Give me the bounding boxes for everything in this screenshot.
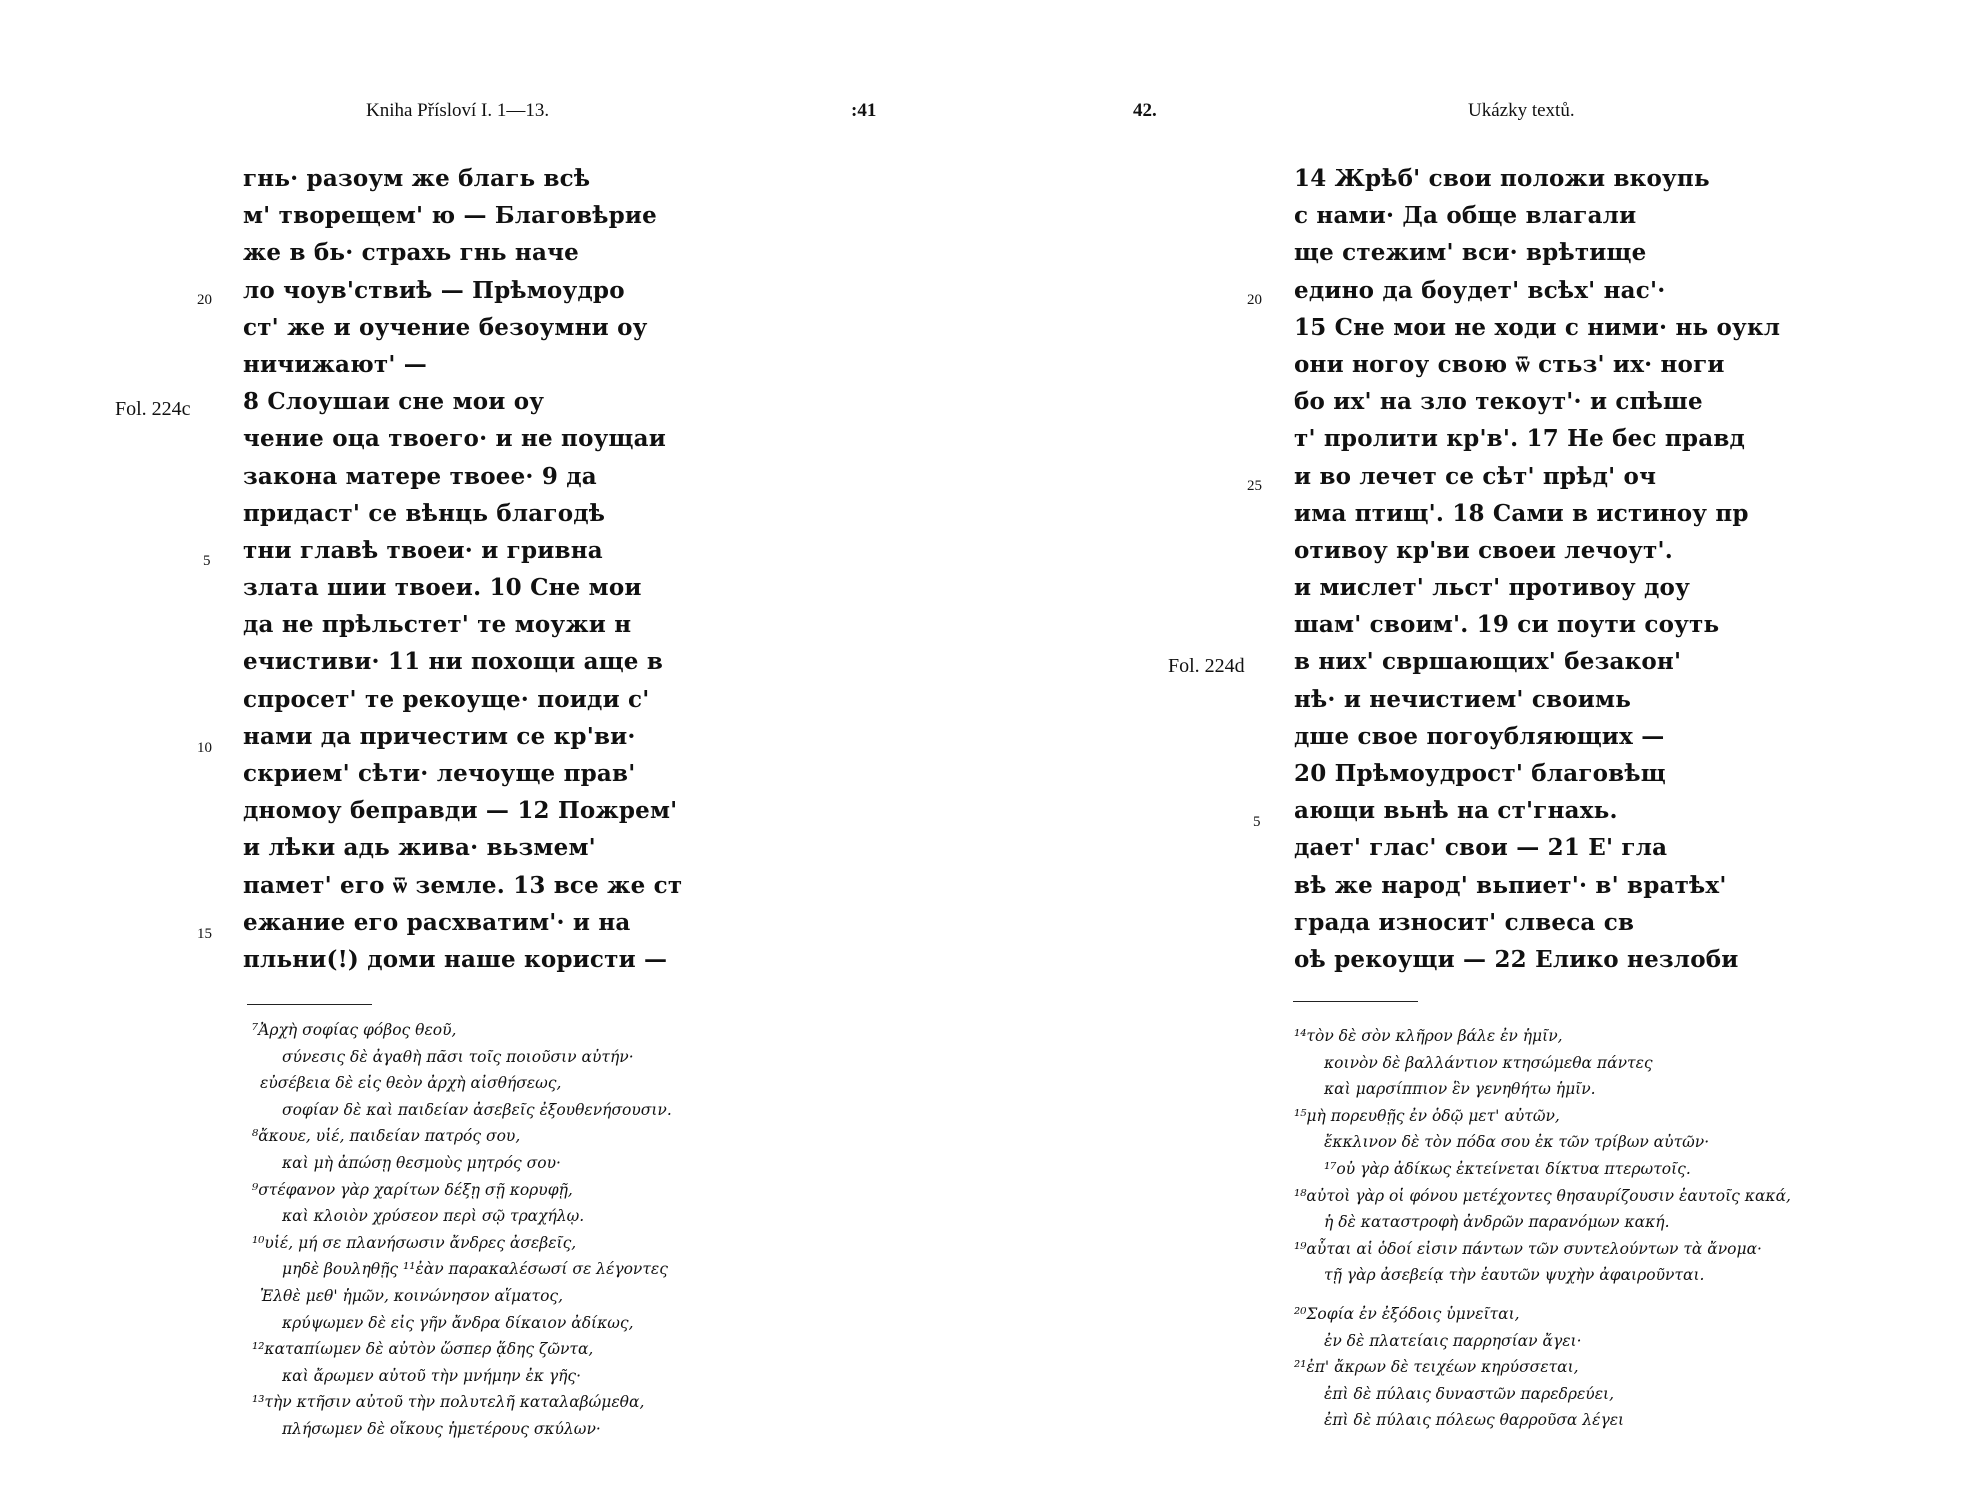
text-line: едино да боудет' всѣх' нас'·	[1294, 276, 1666, 304]
text-line: града износит' слвеса св	[1294, 908, 1635, 936]
greek-footnotes	[1294, 1023, 1791, 1434]
text-line: нами да причестим се кр'ви·	[243, 722, 636, 750]
folio-label: Fol. 224d	[1168, 655, 1245, 677]
line-number: 5	[203, 553, 211, 569]
footnote-line: κρύψωμεν δὲ εἰς γῆν ἄνδρα δίκαιον ἀδίκως,	[282, 1313, 634, 1332]
line-number: 5	[1253, 814, 1261, 830]
text-line: нѣ· и нечистием' своимь	[1294, 685, 1631, 713]
line-number: 15	[197, 926, 212, 942]
footnote-line: ¹³τὴν κτῆσιν αὐτοῦ τὴν πολυτελῆ καταλαβώμεθα,	[252, 1393, 645, 1412]
footnote-line: ²¹ἐπ' ἄκρων δὲ τειχέων κηρύσσεται,	[1294, 1358, 1579, 1377]
text-line: тни главѣ твоеи· и гривна	[243, 536, 603, 564]
text-line: же в бь· страхь гнь наче	[243, 239, 579, 267]
footnote-line: ἐπὶ δὲ πύλαις δυναστῶν παρεδρεύει,	[1324, 1384, 1615, 1403]
text-line: чение оца твоего· и не поущаи	[243, 425, 666, 453]
footnote-divider	[247, 1004, 372, 1005]
line-number: 20	[1247, 292, 1262, 308]
footnote-line: ἡ δὲ καταστροφὴ ἀνδρῶν παρανόμων κακή.	[1324, 1213, 1670, 1232]
church-slavonic-text	[243, 160, 682, 978]
text-line: дномоу беправди — 12 Пожрем'	[243, 797, 678, 825]
footnote-line: ¹⁹αὗται αἱ ὁδοί εἰσιν πάντων τῶν συντελούντων τὰ ἄνομα·	[1294, 1239, 1762, 1258]
footnote-line: ²⁰Σοφία ἐν ἐξόδοις ὑμνεῖται,	[1294, 1304, 1520, 1323]
text-line: скрием' сѣти· лечоуще прав'	[243, 760, 636, 787]
text-line: гнь· разоум же благь всѣ	[243, 165, 591, 192]
text-line: спросет' те рекоуще· поиди с'	[243, 685, 650, 713]
line-number: 10	[197, 740, 212, 756]
footnote-line: καὶ μαρσίππιον ἓν γενηθήτω ἡμῖν.	[1324, 1080, 1596, 1099]
text-line: шам' своим'. 19 си поути соуть	[1294, 611, 1720, 639]
text-line: вѣ же народ' вьпиет'· в' вратѣх'	[1294, 871, 1727, 899]
text-line: ежание его расхватим'· и на	[243, 908, 631, 936]
right-page-number: 42.	[1133, 100, 1157, 121]
footnote-line: ἔκκλινον δὲ τὸν πόδα σου ἐκ τῶν τρίβων αὐτῶν·	[1324, 1133, 1710, 1152]
text-line: закона матере твоее· 9 да	[243, 462, 597, 490]
text-line: ло чоув'ствиѣ — Прѣмоудро	[243, 276, 625, 304]
text-line: 15 Сне мои не ходи с ними· нь оукл	[1294, 313, 1781, 341]
footnote-line: ¹⁰υἱέ, μή σε πλανήσωσιν ἄνδρες ἀσεβεῖς,	[252, 1233, 577, 1252]
text-line: и лѣки адь жива· вьзмем'	[243, 834, 596, 862]
footnote-divider	[1293, 1001, 1418, 1002]
footnote-line: τῇ γὰρ ἀσεβείᾳ τὴν ἑαυτῶν ψυχὴν ἀφαιροῦνται.	[1324, 1266, 1705, 1285]
footnote-line: καὶ κλοιὸν χρύσεον περὶ σῷ τραχήλῳ.	[282, 1207, 585, 1226]
line-number: 20	[197, 292, 212, 308]
left-running-title: Kniha Přísloví I. 1—13.	[366, 100, 550, 121]
text-line: т' пролити кр'в'. 17 Не бес правд	[1294, 425, 1746, 453]
text-line: ничижают' —	[243, 350, 427, 378]
footnote-line: πλήσωμεν δὲ οἴκους ἡμετέρους σκύλων·	[282, 1419, 601, 1438]
text-line: они ногоу свою ѿ стьз' их· ноги	[1294, 350, 1725, 378]
text-line: памет' его ѿ земле. 13 все же ст	[243, 871, 683, 899]
text-line: ст' же и оучение безоумни оу	[243, 313, 648, 341]
folio-label: Fol. 224c	[115, 398, 191, 420]
greek-footnotes	[252, 1017, 672, 1443]
text-line: да не прѣльстет' те моужи н	[243, 611, 632, 639]
text-line: в них' свршающих' безакон'	[1294, 648, 1682, 676]
text-line: м' творещем' ю — Благовѣрие	[243, 202, 657, 230]
text-line: оѣ рекоущи — 22 Елико незлоби	[1294, 945, 1739, 973]
footnote-line: Ἐλθὲ μεθ' ἡμῶν, κοινώνησον αἵματος,	[260, 1286, 564, 1305]
footnote-line: ¹⁸αὐτοὶ γὰρ οἱ φόνου μετέχοντες θησαυρίζουσιν ἑαυτοῖς κακά,	[1294, 1186, 1791, 1205]
footnote-line: ⁸ἄκουε, υἱέ, παιδείαν πατρός σου,	[252, 1127, 521, 1146]
right-page	[991, 0, 1982, 1500]
text-line: дше свое погоубляющих —	[1294, 722, 1665, 750]
text-line: и мислет' льст' противоу доу	[1294, 574, 1691, 602]
left-page-number: :41	[851, 100, 877, 121]
text-line: дает' глас' свои — 21 Е' гла	[1294, 834, 1668, 862]
footnote-line: ἐν δὲ πλατείαις παρρησίαν ἄγει·	[1324, 1331, 1582, 1350]
footnote-line: μηδὲ βουληθῇς ¹¹ἐὰν παρακαλέσωσί σε λέγοντες	[282, 1260, 668, 1279]
text-line: 8 Слоушаи сне мои оу	[243, 388, 545, 416]
footnote-line: ¹⁷οὐ γὰρ ἀδίκως ἐκτείνεται δίκτυα πτερωτοῖς.	[1324, 1159, 1691, 1178]
text-line: отивоу кр'ви своеи лечоут'.	[1294, 536, 1673, 564]
footnote-line: ¹²καταπίωμεν δὲ αὐτὸν ὥσπερ ᾅδης ζῶντα,	[252, 1340, 594, 1359]
text-line: с нами· Да обще влагали	[1294, 202, 1637, 230]
text-line: пльни(!) доми наше користи —	[243, 945, 668, 973]
text-line: ще стежим' вси· врѣтище	[1294, 239, 1647, 267]
footnote-line: σύνεσις δὲ ἀγαθὴ πᾶσι τοῖς ποιοῦσιν αὐτήν·	[282, 1047, 634, 1066]
text-line: 20 Прѣмоудрост' благовѣщ	[1294, 760, 1666, 787]
text-line: бо их' на зло текоут'· и спѣше	[1294, 388, 1703, 416]
text-line: 14 Жрѣб' свои положи вкоупь	[1294, 165, 1710, 192]
church-slavonic-text	[1294, 160, 1780, 978]
footnote-line: ⁷Ἀρχὴ σοφίας φόβος θεοῦ,	[252, 1021, 457, 1039]
footnote-line: σοφίαν δὲ καὶ παιδείαν ἀσεβεῖς ἐξουθενήσουσιν.	[282, 1100, 672, 1119]
text-line: ающи вьнѣ на ст'гнахь.	[1294, 797, 1618, 825]
footnote-line: κοινὸν δὲ βαλλάντιον κτησώμεθα πάντες	[1324, 1053, 1653, 1072]
text-line: ечистиви· 11 ни похощи аще в	[243, 648, 664, 676]
text-line: злата шии твоеи. 10 Сне мои	[243, 574, 642, 602]
right-running-title: Ukázky textů.	[1468, 100, 1575, 121]
footnote-line: καὶ ἄρωμεν αὐτοῦ τὴν μνήμην ἐκ γῆς·	[282, 1366, 582, 1385]
footnote-line: ¹⁴τὸν δὲ σὸν κλῆρον βάλε ἐν ἡμῖν,	[1294, 1027, 1563, 1045]
line-number: 25	[1247, 478, 1262, 494]
footnote-line: ⁹στέφανον γὰρ χαρίτων δέξῃ σῇ κορυφῇ,	[252, 1180, 573, 1199]
footnote-line: εὐσέβεια δὲ εἰς θεὸν ἀρχὴ αἰσθήσεως,	[260, 1074, 562, 1093]
text-line: придаст' се вѣнць благодѣ	[243, 499, 606, 527]
footnote-line: ἐπὶ δὲ πύλαις πόλεως θαρροῦσα λέγει	[1324, 1411, 1625, 1430]
footnote-line: ¹⁵μὴ πορευθῇς ἐν ὁδῷ μετ' αὐτῶν,	[1294, 1106, 1560, 1125]
text-line: има птищ'. 18 Сами в истиноу пр	[1294, 499, 1749, 527]
footnote-line: καὶ μὴ ἀπώσῃ θεσμοὺς μητρός σου·	[282, 1153, 561, 1172]
text-line: и во лечет се сѣт' прѣд' оч	[1294, 462, 1657, 490]
